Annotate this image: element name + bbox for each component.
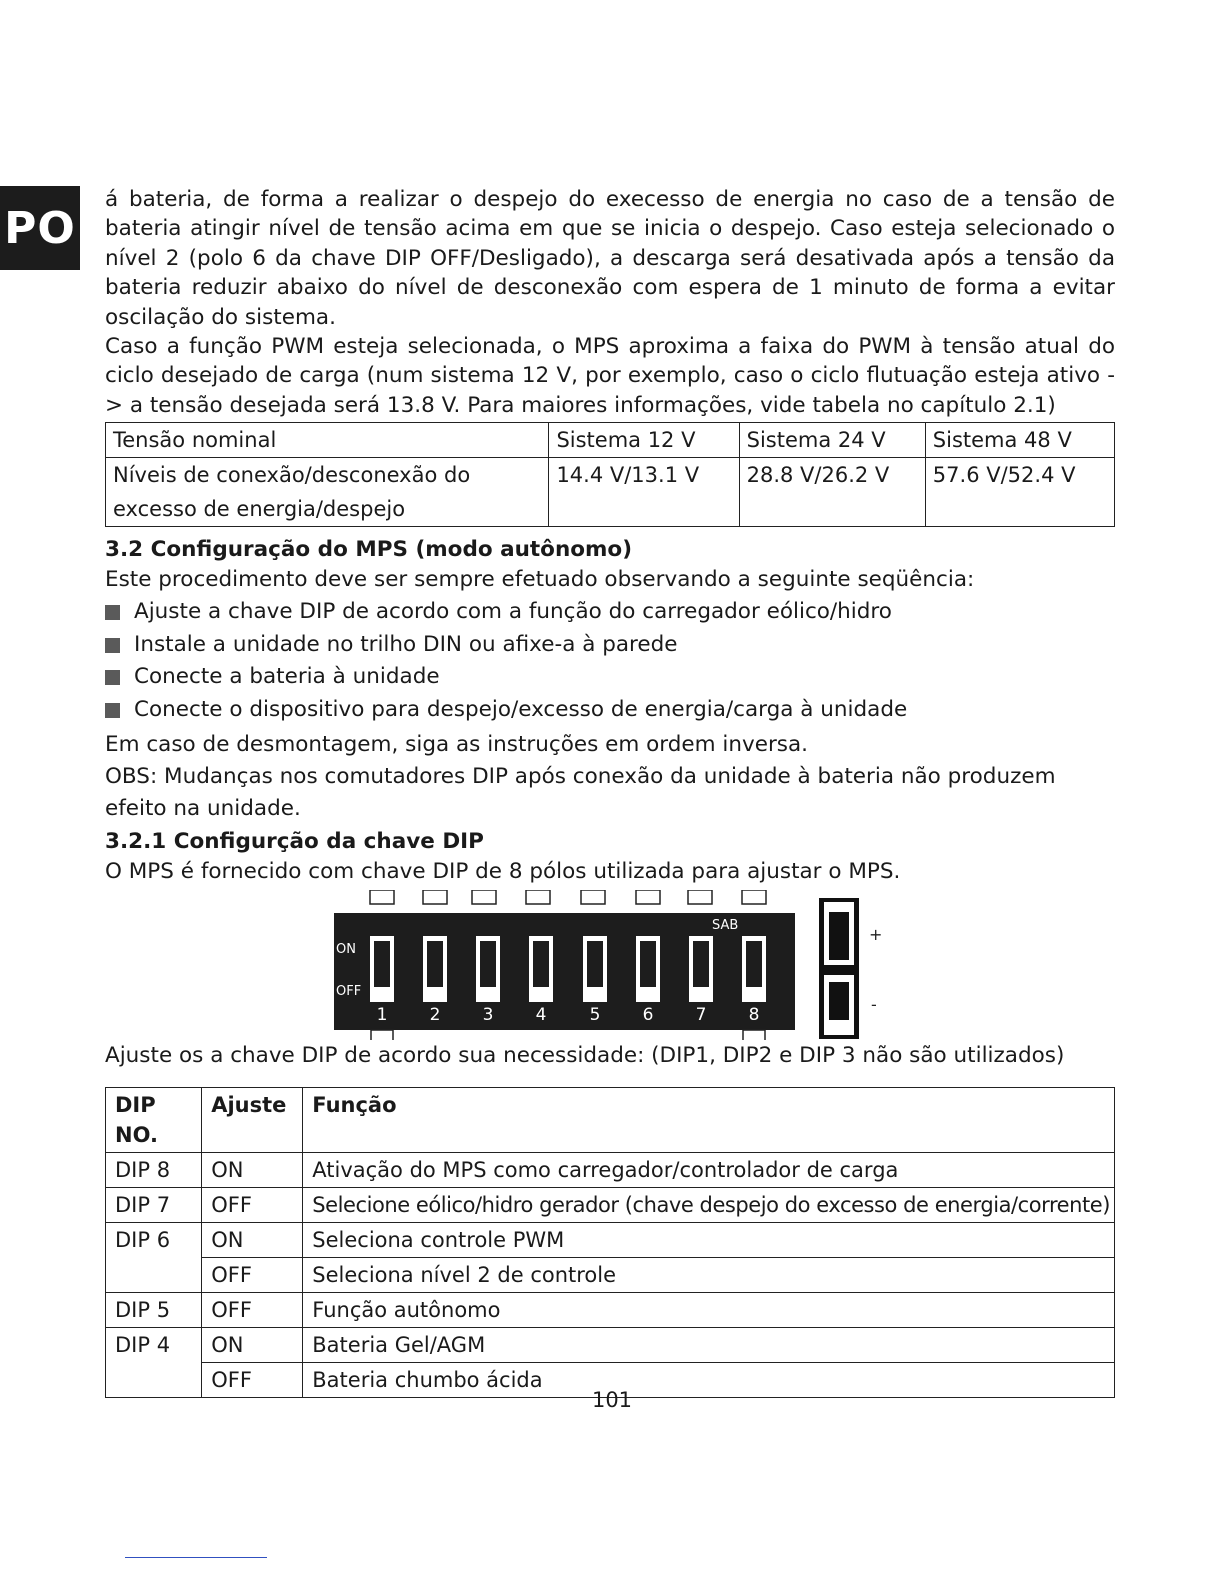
function-cell: Seleciona nível 2 de controle bbox=[303, 1258, 1115, 1293]
top-tab bbox=[526, 890, 550, 904]
polarity-indicator bbox=[829, 912, 849, 960]
switch-number-label: 1 bbox=[376, 1005, 388, 1026]
top-tab bbox=[636, 890, 660, 904]
label-minus: - bbox=[871, 995, 877, 1015]
dip-settings-table bbox=[105, 1087, 1115, 1398]
top-tab bbox=[742, 890, 766, 904]
table-row bbox=[106, 423, 1115, 458]
table-cell: Tensão nominal bbox=[106, 423, 549, 458]
procedure-steps bbox=[105, 596, 1115, 726]
table-row bbox=[106, 1293, 1115, 1328]
dip-switch-lever bbox=[480, 941, 496, 987]
language-tab: PO bbox=[0, 186, 80, 270]
function-cell: Bateria Gel/AGM bbox=[303, 1328, 1115, 1363]
dip-switch-lever bbox=[746, 941, 762, 987]
polarity-indicator bbox=[829, 982, 849, 1020]
bullet-square-icon bbox=[105, 605, 120, 620]
table-cell: 28.8 V/26.2 V bbox=[739, 458, 925, 527]
setting-cell: ON bbox=[202, 1223, 303, 1258]
label-off: OFF bbox=[336, 984, 362, 1000]
top-tab bbox=[688, 890, 712, 904]
function-cell: Selecione eólico/hidro gerador (chave despejo do excesso de energia/corrente) bbox=[303, 1188, 1115, 1223]
setting-cell: OFF bbox=[202, 1258, 303, 1293]
dip-cell: DIP 5 bbox=[106, 1293, 202, 1328]
table-cell: Sistema 24 V bbox=[739, 423, 925, 458]
section-heading-3-2-1: 3.2.1 Configurção da chave DIP bbox=[105, 829, 484, 855]
list-item-text: Conecte o dispositivo para despejo/excesso de energia/carga à unidade bbox=[134, 696, 908, 722]
column-header: Função bbox=[303, 1088, 1115, 1153]
column-header: Ajuste bbox=[202, 1088, 303, 1153]
top-tab bbox=[423, 890, 447, 904]
list-item-text: Ajuste a chave DIP de acordo com a função do carregador eólico/hidro bbox=[134, 599, 892, 625]
table-cell: 14.4 V/13.1 V bbox=[549, 458, 739, 527]
reverse-note: Em caso de desmontagem, siga as instruções em ordem inversa. bbox=[105, 732, 809, 758]
dip-cell: DIP 6 bbox=[106, 1223, 202, 1293]
dip-cell: DIP 8 bbox=[106, 1153, 202, 1188]
function-cell: Função autônomo bbox=[303, 1293, 1115, 1328]
column-header: DIP NO. bbox=[106, 1088, 202, 1153]
page-content bbox=[105, 185, 1115, 1398]
bullet-square-icon bbox=[105, 638, 120, 653]
top-tab bbox=[581, 890, 605, 904]
dip-switch-lever bbox=[533, 941, 549, 987]
dip-switch-diagram bbox=[105, 890, 1115, 1040]
list-item bbox=[105, 694, 1115, 727]
table-header-row bbox=[106, 1088, 1115, 1153]
table-cell: Sistema 48 V bbox=[925, 423, 1114, 458]
function-cell: Bateria chumbo ácida bbox=[303, 1363, 1115, 1398]
switch-number-label: 8 bbox=[748, 1005, 760, 1026]
switch-number-label: 3 bbox=[482, 1005, 494, 1026]
dip-intro: O MPS é fornecido com chave DIP de 8 pólos utilizada para ajustar o MPS. bbox=[105, 859, 901, 885]
dip-instruction: Ajuste os a chave DIP de acordo sua necessidade: (DIP1, DIP2 e DIP 3 não são utilizados) bbox=[105, 1043, 1065, 1069]
top-tab bbox=[370, 890, 394, 904]
function-cell: Ativação do MPS como carregador/controlador de carga bbox=[303, 1153, 1115, 1188]
switch-number-label: 5 bbox=[589, 1005, 601, 1026]
dip-switch-illustration bbox=[105, 890, 1115, 1040]
obs-note: OBS: Mudanças nos comutadores DIP após conexão da unidade à bateria não produzem efeito na unidade. bbox=[105, 764, 1056, 822]
dip-switch-lever bbox=[427, 941, 443, 987]
bullet-square-icon bbox=[105, 703, 120, 718]
table-cell: 57.6 V/52.4 V bbox=[925, 458, 1114, 527]
table-row bbox=[106, 458, 1115, 527]
procedure-intro: Este procedimento deve ser sempre efetuado observando a seguinte seqüência: bbox=[105, 567, 975, 593]
setting-cell: OFF bbox=[202, 1363, 303, 1398]
table-row bbox=[106, 1188, 1115, 1223]
intro-paragraph-2: Caso a função PWM esteja selecionada, o MPS aproxima a faixa do PWM à tensão atual do ciclo desejado de carga (num sistema 12 V, por exemplo, caso o ciclo flutuação esteja ativo -> a tensão desejada será 13.8 V. Para maiores informações, vide tabela no capítulo 2.1) bbox=[105, 334, 1115, 418]
page-number: 101 bbox=[591, 1388, 633, 1412]
footer-rule bbox=[125, 1557, 267, 1558]
dip-switch-lever bbox=[587, 941, 603, 987]
voltage-table bbox=[105, 422, 1115, 527]
dip-switch-lever bbox=[693, 941, 709, 987]
label-plus: + bbox=[869, 925, 883, 945]
table-row bbox=[106, 1153, 1115, 1188]
list-item bbox=[105, 661, 1115, 694]
intro-paragraph-1: á bateria, de forma a realizar o despejo do execesso de energia no caso de a tensão de bateria atingir nível de tensão acima em que se inicia o despejo. Caso esteja selecionado o nível 2 (polo 6 da chave DIP OFF/Desligado), a descarga será desativada após a tensão da bateria reduzir abaixo do nível de desconexão com espera de 1 minuto de forma a evitar oscilação do sistema. bbox=[105, 187, 1115, 330]
list-item-text: Conecte a bateria à unidade bbox=[134, 664, 440, 690]
switch-number-label: 4 bbox=[535, 1005, 547, 1026]
list-item-text: Instale a unidade no trilho DIN ou afixe-a à parede bbox=[134, 631, 678, 657]
table-cell: Níveis de conexão/desconexão do excesso de energia/despejo bbox=[106, 458, 549, 527]
table-row bbox=[106, 1258, 1115, 1293]
bottom-tab bbox=[371, 1030, 393, 1040]
bottom-tab bbox=[743, 1030, 765, 1040]
bullet-square-icon bbox=[105, 670, 120, 685]
switch-number-label: 6 bbox=[642, 1005, 654, 1026]
list-item bbox=[105, 596, 1115, 629]
table-cell: Sistema 12 V bbox=[549, 423, 739, 458]
table-row bbox=[106, 1328, 1115, 1363]
setting-cell: ON bbox=[202, 1328, 303, 1363]
top-tab bbox=[472, 890, 496, 904]
dip-cell: DIP 4 bbox=[106, 1328, 202, 1398]
setting-cell: OFF bbox=[202, 1188, 303, 1223]
function-cell: Seleciona controle PWM bbox=[303, 1223, 1115, 1258]
dip-switch-lever bbox=[640, 941, 656, 987]
dip-cell: DIP 7 bbox=[106, 1188, 202, 1223]
label-on: ON bbox=[336, 942, 356, 958]
setting-cell: ON bbox=[202, 1153, 303, 1188]
switch-number-label: 7 bbox=[695, 1005, 707, 1026]
dip-switch-lever bbox=[374, 941, 390, 987]
switch-number-label: 2 bbox=[429, 1005, 441, 1026]
label-sab: SAB bbox=[712, 918, 739, 934]
list-item bbox=[105, 629, 1115, 662]
section-heading-3-2: 3.2 Configuração do MPS (modo autônomo) bbox=[105, 537, 633, 563]
top-tabs bbox=[370, 890, 766, 904]
setting-cell: OFF bbox=[202, 1293, 303, 1328]
table-row bbox=[106, 1223, 1115, 1258]
